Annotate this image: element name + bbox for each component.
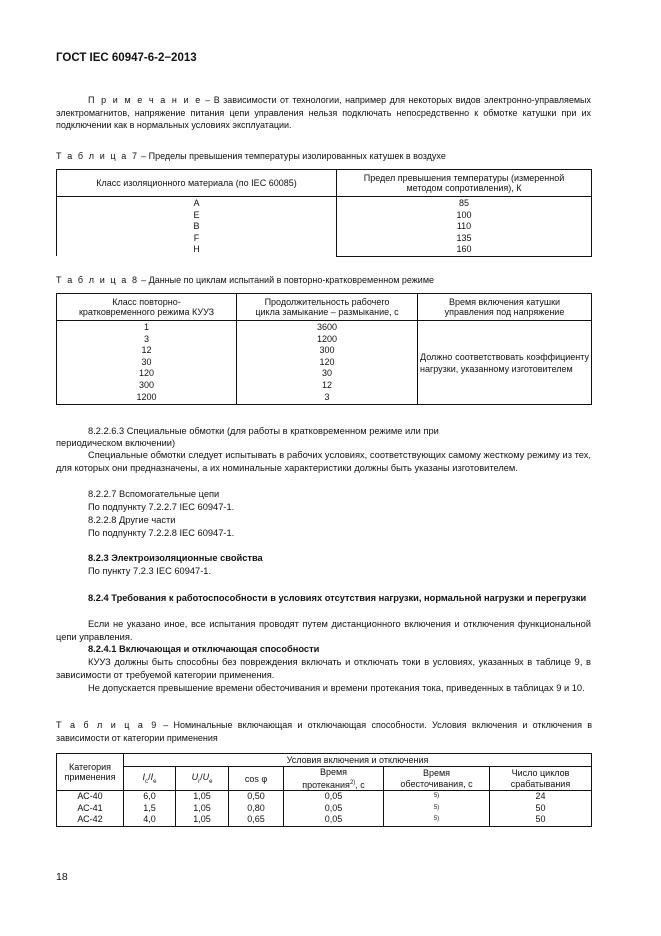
table8-caption-text: – Данные по циклам испытаний в повторно-кратковременном режиме	[138, 275, 435, 285]
ur-subscript: r	[198, 778, 201, 785]
flow-word: протекания	[302, 779, 350, 790]
table9-cycles-header-line1: Число циклов	[511, 768, 570, 778]
table8	[56, 293, 592, 405]
note-label: П р и м е ч а н и е	[88, 95, 202, 105]
table9-flow-2: 0,05	[324, 802, 343, 813]
table9-cycles-cell	[490, 791, 592, 827]
table8-col3-header-line1: Время включения катушки	[448, 296, 561, 307]
table9-category-header-line1: Категория	[68, 761, 112, 772]
table8-class-1200: 1200	[136, 391, 157, 402]
section-8228-title: 8.2.2.8 Другие части	[88, 515, 176, 525]
flow-unit: , с	[355, 779, 365, 790]
table9-flow-1: 0,05	[324, 791, 343, 801]
table9-ic-1: 6,0	[143, 791, 156, 801]
table9-ur-2: 1,05	[193, 802, 211, 813]
table7-caption-label: Т а б л и ц а 7	[56, 151, 139, 161]
section-824-text: Если не указано иное, все испытания проводят путем дистанционного включения и отключения функциональной цепи управления.	[56, 619, 591, 642]
note-text: – В зависимости от технологии, например для некоторых видов электронно-управляемых электромагнитов, напряжение питания цепи управления нельзя подключать непосредственно к обмотке катушки при их подключении как в нормальных условиях эксплуатации.	[56, 95, 591, 130]
table7-limit-e: 100	[456, 209, 472, 220]
table9-cat-1: АС-40	[77, 791, 103, 801]
table7-col2-header-line1: Предел превышения температуры (измеренной	[363, 172, 565, 183]
section-8241-title: 8.2.4.1 Включающая и отключающая способности	[88, 644, 320, 654]
section-82263-text: Специальные обмотки следует испытывать в рабочих условиях, соответствующих самому жесткому режиму из тех, для которых они предназначены, а их номинальные характеристики должны быть указаны изготовителем.	[56, 450, 591, 473]
table9-flow-header-line1: Время	[319, 767, 348, 777]
table7-limit-b: 110	[456, 221, 472, 231]
table8-col3-header	[418, 294, 592, 321]
table8-cycle-cell	[237, 321, 418, 405]
table8-cycle-7: 3	[324, 391, 330, 402]
table8-cycle-4: 120	[319, 356, 335, 367]
table8-class-12: 12	[141, 345, 152, 356]
table9-cos-2: 0,80	[247, 802, 265, 813]
ur-symbol: U	[191, 772, 199, 783]
ie-symbol: I	[150, 772, 154, 783]
section-8228-text: По подпункту 7.2.2.8 IEC 60947-1.	[88, 528, 235, 538]
section-8227-text: По подпункту 7.2.2.7 IEC 60947-1.	[88, 502, 235, 512]
table8-col1-header	[57, 294, 237, 321]
section-8241-text1: КУУЗ должны быть способны без повреждения включать и отключать токи в условиях, указанных в таблице 9, в зависимости от требуемой категории применения.	[56, 657, 591, 680]
table8-col3-header-line2: управления под напряжение	[444, 307, 565, 317]
table9-category-header	[57, 754, 124, 791]
table9-cat-2: АС-41	[77, 802, 103, 813]
table9-ic-2: 1,5	[143, 802, 156, 813]
table-row	[57, 321, 592, 405]
table9-cycles-2: 50	[535, 802, 546, 813]
table9-caption	[56, 719, 592, 744]
section-82263-title-b: периодическом включении)	[56, 438, 176, 448]
section-823-text: По пункту 7.2.3 IEC 60947-1.	[88, 566, 212, 576]
table9-category-header-line2: применения	[64, 772, 116, 782]
table7-class-b: В	[193, 221, 200, 232]
table8-class-1: 1	[143, 322, 149, 332]
table7-caption-text: – Пределы превышения температуры изолированных катушек в воздухе	[138, 151, 446, 161]
table9-cos-cell	[229, 791, 284, 827]
table8-caption	[56, 274, 596, 287]
table9-ur-1: 1,05	[193, 791, 211, 801]
table9-off-3: 5)	[433, 816, 440, 822]
section-8227-title: 8.2.2.7 Вспомогательные цепи	[88, 489, 220, 499]
table8-class-300: 300	[138, 379, 155, 390]
table9-group-header: Условия включения и отключения	[124, 754, 592, 767]
table7-class-cell	[57, 197, 337, 257]
table7-limit-h: 160	[456, 244, 472, 254]
table9-cycles-1: 24	[535, 791, 546, 801]
table9-cos-header: cos φ	[229, 767, 284, 791]
table9-off-header-line1: Время	[422, 768, 451, 778]
page-number: 18	[56, 871, 68, 883]
table8-class-cell	[57, 321, 237, 405]
table9-off-2: 5)	[433, 804, 440, 811]
table9-ic-ie-header: $I_c/I_e$	[124, 767, 176, 791]
section-8241-text2: Не допускается превышение времени обесточивания и времени протекания тока, приведенных в таблицах 9 и 10.	[88, 683, 585, 693]
table9-cos-3: 0,65	[247, 814, 265, 824]
table8-col2-header-line2: цикла замыкание – размыкание, с	[255, 307, 399, 317]
table9-flow-header-line2	[287, 778, 380, 791]
table9-ic-cell	[124, 791, 176, 827]
table9-cycles-header	[490, 767, 592, 791]
table8-caption-label: Т а б л и ц а 8	[56, 275, 139, 285]
table8-coil-time-cell: Должно соответствовать коэффициенту нагрузки, указанному изготовителем	[418, 321, 592, 405]
table8-class-120: 120	[138, 368, 155, 379]
table-row	[57, 791, 592, 827]
section-82263-title-a: 8.2.2.6.3 Специальные обмотки (для работы в кратковременном режиме или при	[88, 426, 439, 436]
table9-off-1: 5)	[433, 793, 440, 799]
table8-cycle-1: 3600	[316, 322, 338, 332]
table8-cycle-3: 300	[319, 345, 335, 356]
table7-limit-f: 135	[456, 232, 472, 243]
table7-class-h: Н	[193, 244, 200, 255]
document-id: ГОСТ IEC 60947-6-2−2013	[56, 52, 197, 64]
ue-subscript: e	[209, 778, 213, 785]
table8-class-3: 3	[143, 333, 149, 344]
ic-symbol: I	[142, 772, 146, 783]
table9-category-cell	[57, 791, 124, 827]
table9-cycles-header-line2: срабатывания	[510, 778, 571, 789]
table7-class-f: F	[193, 232, 200, 243]
ic-subscript: c	[145, 778, 149, 785]
note-paragraph	[56, 94, 591, 132]
table8-class-30: 30	[141, 356, 152, 367]
table9-caption-label: Т а б л и ц а 9	[56, 720, 158, 730]
ie-subscript: e	[153, 778, 157, 785]
table9-ur-ue-header: $U_r/U_e$	[176, 767, 229, 791]
table9-ur-cell	[176, 791, 229, 827]
table7-limit-a: 85	[458, 198, 469, 208]
table7-limit-cell	[337, 197, 592, 257]
ue-symbol: U	[202, 772, 210, 783]
table7-caption	[56, 150, 596, 163]
table9-off-time-header	[384, 767, 490, 791]
table8-col2-header	[237, 294, 418, 321]
section-823-title: 8.2.3 Электроизоляционные свойства	[88, 553, 263, 563]
table9-ic-3: 4,0	[143, 814, 156, 824]
table9-cat-3: АС-42	[77, 814, 103, 824]
table9-flow-time-header	[284, 767, 384, 791]
table9-off-cell	[384, 791, 490, 827]
table9-cos-1: 0,50	[247, 791, 265, 801]
table8-col1-header-line1: Класс повторно-	[112, 296, 181, 307]
table8-col1-header-line2: кратковременного режима КУУЗ	[78, 307, 215, 317]
table8-cycle-2: 1200	[316, 333, 338, 344]
table7-col2-header	[337, 170, 592, 197]
table9-ur-3: 1,05	[193, 814, 211, 824]
table9-off-header-line2: обесточивания, с	[400, 778, 473, 789]
table7-class-e: Е	[193, 209, 200, 220]
table8-cycle-5: 30	[321, 368, 332, 379]
table9-caption-text: – Номинальные включающая и отключающая способности. Условия включения и отключения в зависимости от категории применения	[56, 720, 592, 743]
table8-col2-header-line1: Продолжительность рабочего	[264, 296, 390, 307]
table-row	[57, 197, 592, 257]
table9-flow-3: 0,05	[324, 814, 343, 824]
table9-flow-cell	[284, 791, 384, 827]
table7	[56, 169, 592, 257]
table9	[56, 753, 592, 827]
table8-cycle-6: 12	[321, 379, 332, 390]
table7-col1-header: Класс изоляционного материала (по IEC 60085)	[57, 170, 337, 197]
table7-class-a: А	[193, 198, 200, 209]
flow-footnote: 2)	[349, 779, 356, 786]
section-824-title: 8.2.4 Требования к работоспособности в условиях отсутствия нагрузки, нормальной нагрузки и перегрузки	[88, 593, 587, 603]
table9-cycles-3: 50	[535, 814, 546, 824]
table7-col2-header-line2: методом сопротивления), К	[406, 183, 522, 193]
